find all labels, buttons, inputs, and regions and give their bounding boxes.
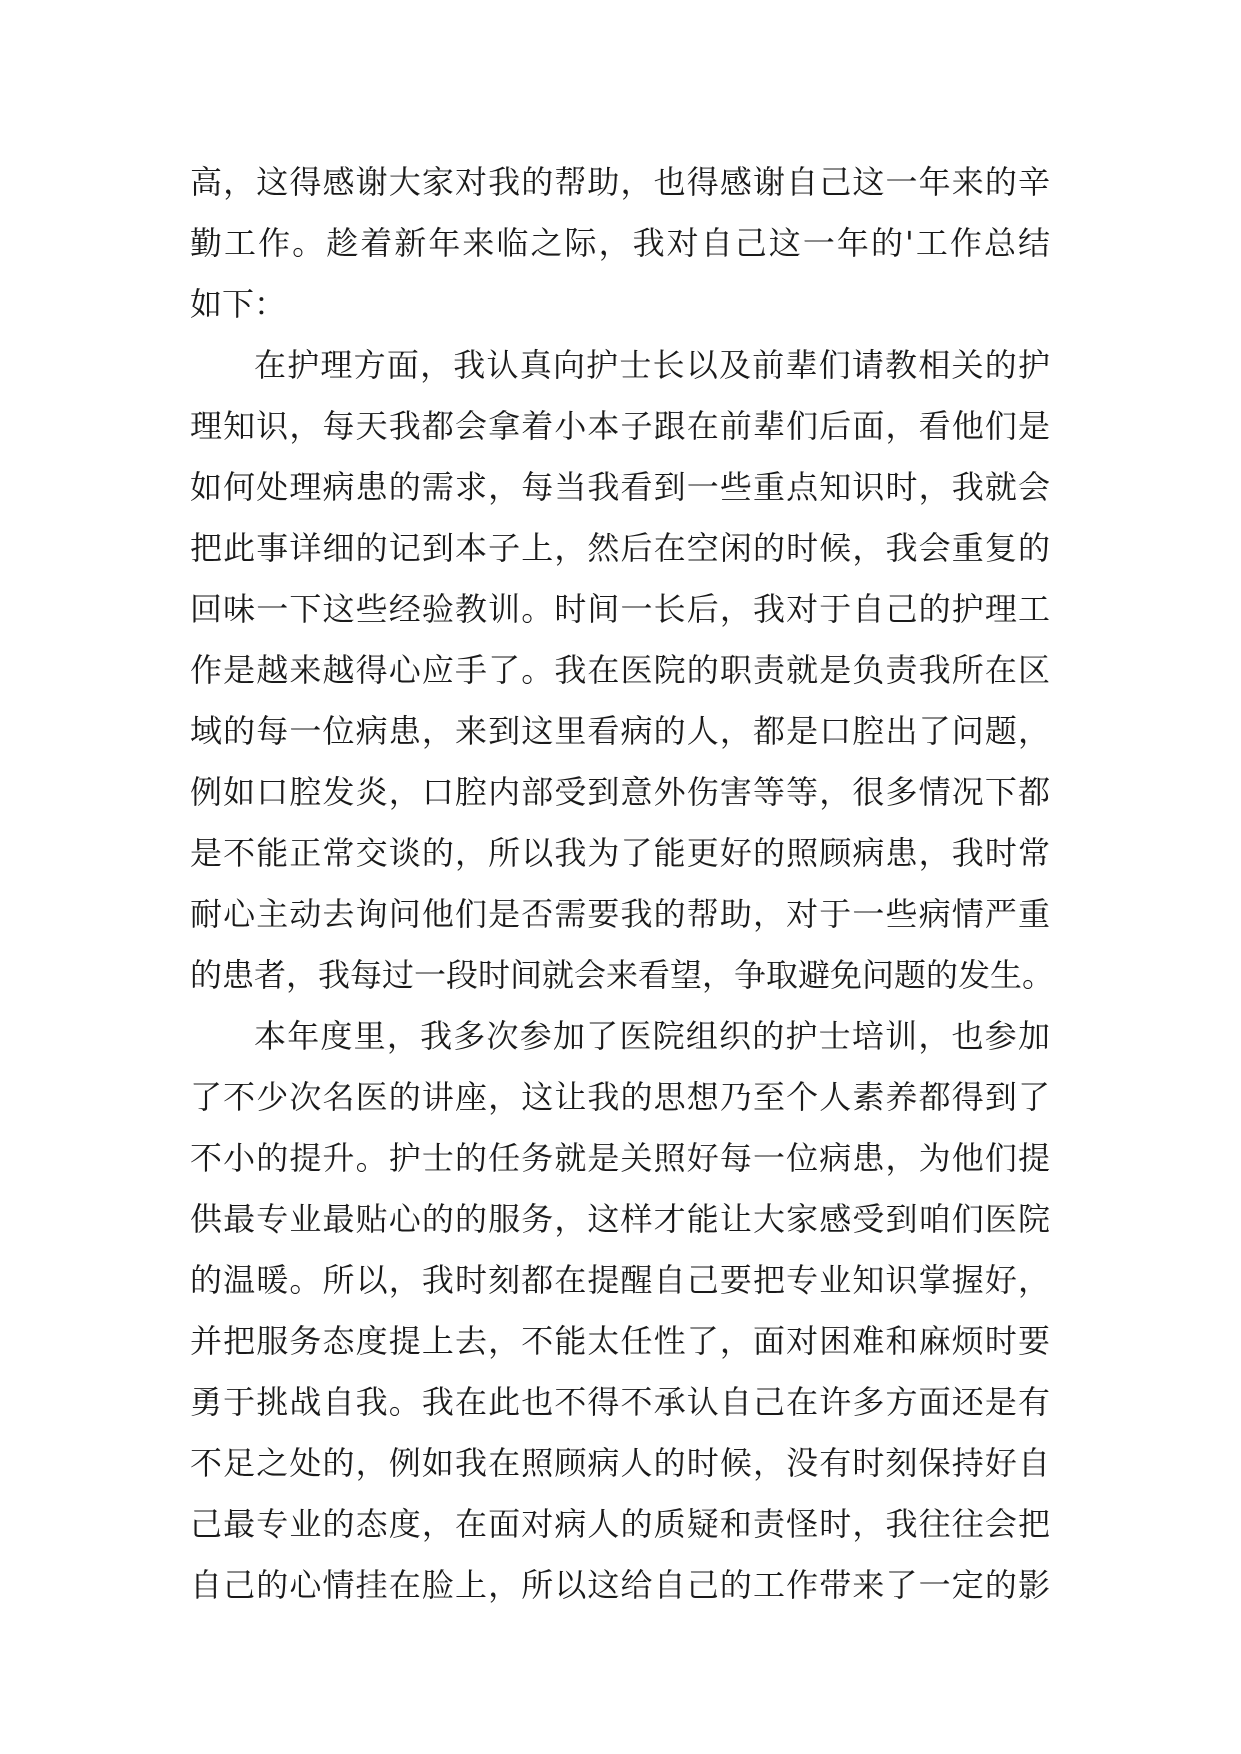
text-line: 把此事详细的记到本子上，然后在空闲的时候，我会重复的: [190, 529, 1050, 567]
text-line: 例如口腔发炎，口腔内部受到意外伤害等等，很多情况下都: [190, 773, 1050, 811]
text-line: 耐心主动去询问他们是否需要我的帮助，对于一些病情严重: [190, 895, 1050, 933]
text-line: 理知识，每天我都会拿着小本子跟在前辈们后面，看他们是: [190, 407, 1050, 445]
text-line: 勤工作。趁着新年来临之际，我对自己这一年的'工作总结: [190, 224, 1050, 262]
text-line: 域的每一位病患，来到这里看病的人，都是口腔出了问题，: [190, 712, 1050, 750]
paragraph-first-line: 本年度里，我多次参加了医院组织的护士培训，也参加: [254, 1017, 1050, 1055]
text-line: 不小的提升。护士的任务就是关照好每一位病患，为他们提: [190, 1139, 1050, 1177]
text-line: 不足之处的，例如我在照顾病人的时候，没有时刻保持好自: [190, 1444, 1050, 1482]
text-line: 如下：: [190, 285, 287, 323]
text-line: 回味一下这些经验教训。时间一长后，我对于自己的护理工: [190, 590, 1050, 628]
text-line: 如何处理病患的需求，每当我看到一些重点知识时，我就会: [190, 468, 1050, 506]
text-line: 己最专业的态度，在面对病人的质疑和责怪时，我往往会把: [190, 1505, 1050, 1543]
text-line: 勇于挑战自我。我在此也不得不承认自己在许多方面还是有: [190, 1383, 1050, 1421]
document-body: [190, 152, 1055, 1616]
paragraph-first-line: 在护理方面，我认真向护士长以及前辈们请教相关的护: [254, 346, 1050, 384]
text-line: 是不能正常交谈的，所以我为了能更好的照顾病患，我时常: [190, 834, 1050, 872]
text-line: 自己的心情挂在脸上，所以这给自己的工作带来了一定的影: [190, 1566, 1050, 1604]
text-line: 并把服务态度提上去，不能太任性了，面对困难和麻烦时要: [190, 1322, 1050, 1360]
text-line: 作是越来越得心应手了。我在医院的职责就是负责我所在区: [190, 651, 1050, 689]
text-line: 供最专业最贴心的的服务，这样才能让大家感受到咱们医院: [190, 1200, 1050, 1238]
text-line: 的患者，我每过一段时间就会来看望，争取避免问题的发生。: [190, 956, 1055, 994]
text-line: 高，这得感谢大家对我的帮助，也得感谢自己这一年来的辛: [190, 163, 1050, 201]
text-line: 的温暖。所以，我时刻都在提醒自己要把专业知识掌握好，: [190, 1261, 1050, 1299]
text-line: 了不少次名医的讲座，这让我的思想乃至个人素养都得到了: [190, 1078, 1050, 1116]
